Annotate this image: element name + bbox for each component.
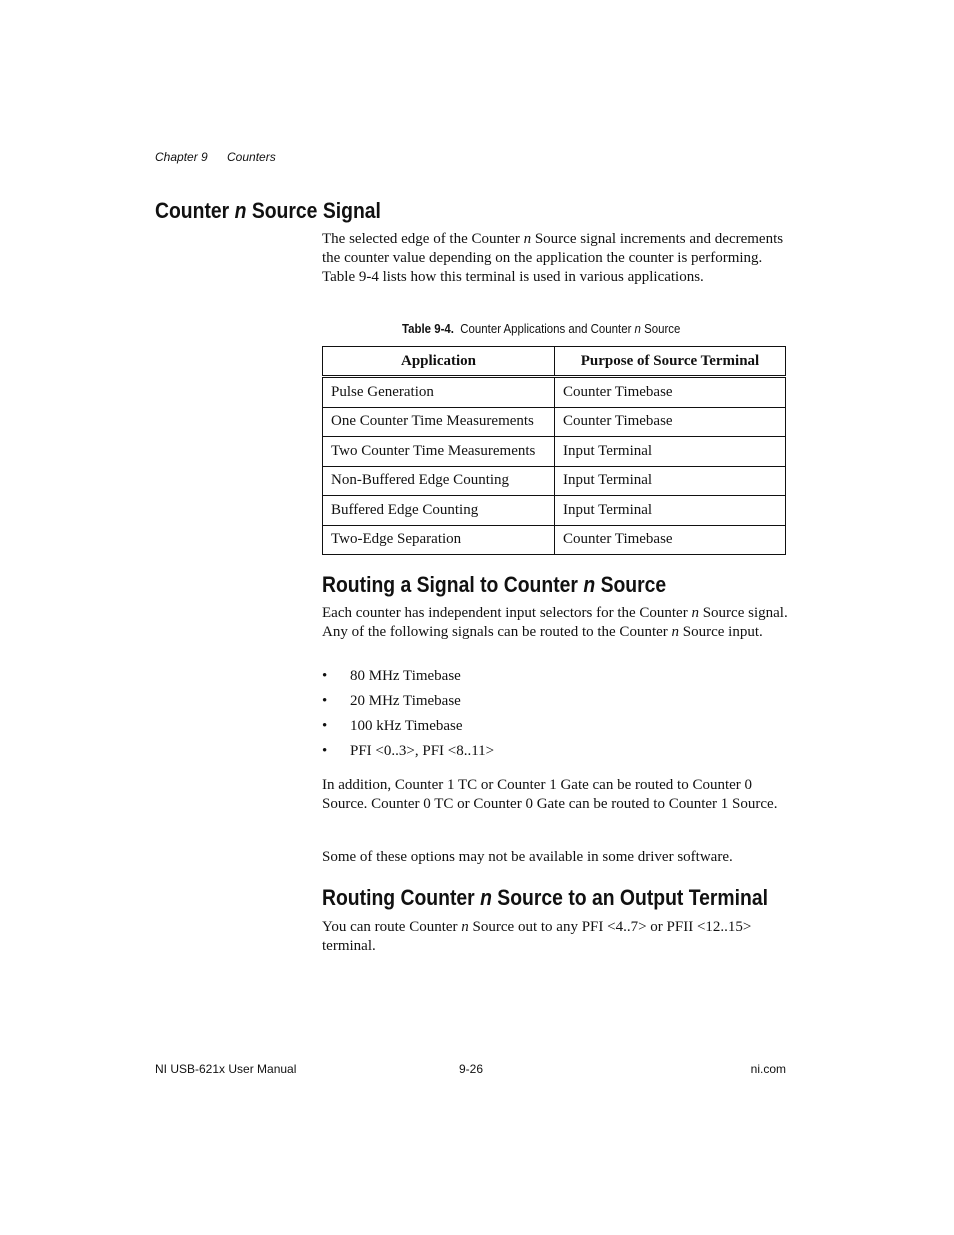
list-item: • PFI <0..3>, PFI <8..11> (322, 742, 494, 767)
table-header-row (323, 347, 786, 377)
intro-variable: n (523, 231, 532, 247)
table-caption-variable: n (634, 321, 641, 336)
subsection-heading-routing-signal (322, 572, 713, 598)
subsection-heading-routing-output (322, 885, 829, 911)
signal-source-list (322, 667, 494, 767)
table-caption-text: Counter Applications and Counter (460, 321, 635, 336)
options-note-paragraph: Some of these options may not be available in some driver software. (322, 849, 733, 865)
table-row (323, 437, 786, 467)
table-cell: Non-Buffered Edge Counting (323, 466, 555, 496)
section-heading-counter-source-signal (155, 198, 412, 224)
intro-text: The selected edge of the Counter (322, 231, 524, 247)
header-section: Counters (227, 150, 276, 164)
table-cell: Counter Timebase (555, 377, 786, 408)
routing-text: Source signal. Any of the following signals can be routed to the Counter (322, 605, 788, 640)
header-chapter: Chapter 9 (155, 150, 208, 164)
table-cell: Two Counter Time Measurements (323, 437, 555, 467)
heading-variable: n (234, 198, 247, 223)
heading-text: Counter (155, 198, 235, 223)
heading-text: Source Signal (246, 198, 381, 223)
heading-text: Source (595, 572, 667, 597)
table-cell: Counter Timebase (555, 525, 786, 555)
heading-text: Routing a Signal to Counter (322, 572, 584, 597)
routing-text: Each counter has independent input selectors for the Counter (322, 605, 692, 621)
table-cell: Input Terminal (555, 496, 786, 526)
table-caption-label: Table 9-4. (402, 321, 454, 336)
counter-applications-table (322, 346, 786, 555)
table-row (323, 525, 786, 555)
table-row (323, 496, 786, 526)
heading-text: Source to an Output Terminal (491, 885, 769, 910)
list-item: • 20 MHz Timebase (322, 692, 494, 717)
intro-text: Source signal increments and decrements the counter value depending on the application the counter is performing. Table 9-4 lists how this terminal is used in various applications. (322, 231, 784, 285)
table-caption (402, 321, 718, 336)
footer-manual-title: NI USB-621x User Manual (155, 1062, 297, 1076)
output-paragraph (322, 918, 792, 956)
output-variable: n (461, 919, 469, 935)
table-cell: Two-Edge Separation (323, 525, 555, 555)
heading-variable: n (480, 885, 492, 910)
routing-variable: n (671, 624, 680, 640)
routing-paragraph (322, 604, 792, 642)
routing-text: Source input. (679, 624, 763, 640)
table-caption-text: Source (640, 321, 681, 336)
table-cell: One Counter Time Measurements (323, 407, 555, 437)
heading-variable: n (583, 572, 596, 597)
table-row (323, 377, 786, 408)
table-cell: Input Terminal (555, 437, 786, 467)
output-text: Source out to any PFI <4..7> or PFII <12..15> terminal. (322, 919, 752, 954)
addition-paragraph: In addition, Counter 1 TC or Counter 1 Gate can be routed to Counter 0 Source. Counter 0 TC or Counter 0 Gate can be routed to Counter 1 Source. (322, 777, 778, 812)
column-header-purpose: Purpose of Source Terminal (555, 347, 786, 377)
table-row (323, 407, 786, 437)
running-header (155, 150, 276, 164)
table-cell: Buffered Edge Counting (323, 496, 555, 526)
column-header-application: Application (323, 347, 555, 377)
routing-variable: n (691, 605, 699, 621)
table-cell: Pulse Generation (323, 377, 555, 408)
footer-website: ni.com (750, 1062, 786, 1076)
table-row (323, 466, 786, 496)
footer-page-number: 9-26 (459, 1062, 484, 1076)
list-item: • 100 kHz Timebase (322, 717, 494, 742)
output-text: You can route Counter (322, 919, 462, 935)
table-cell: Input Terminal (555, 466, 786, 496)
heading-text: Routing Counter (322, 885, 481, 910)
intro-paragraph (322, 230, 792, 287)
list-item: • 80 MHz Timebase (322, 667, 494, 692)
table-cell: Counter Timebase (555, 407, 786, 437)
